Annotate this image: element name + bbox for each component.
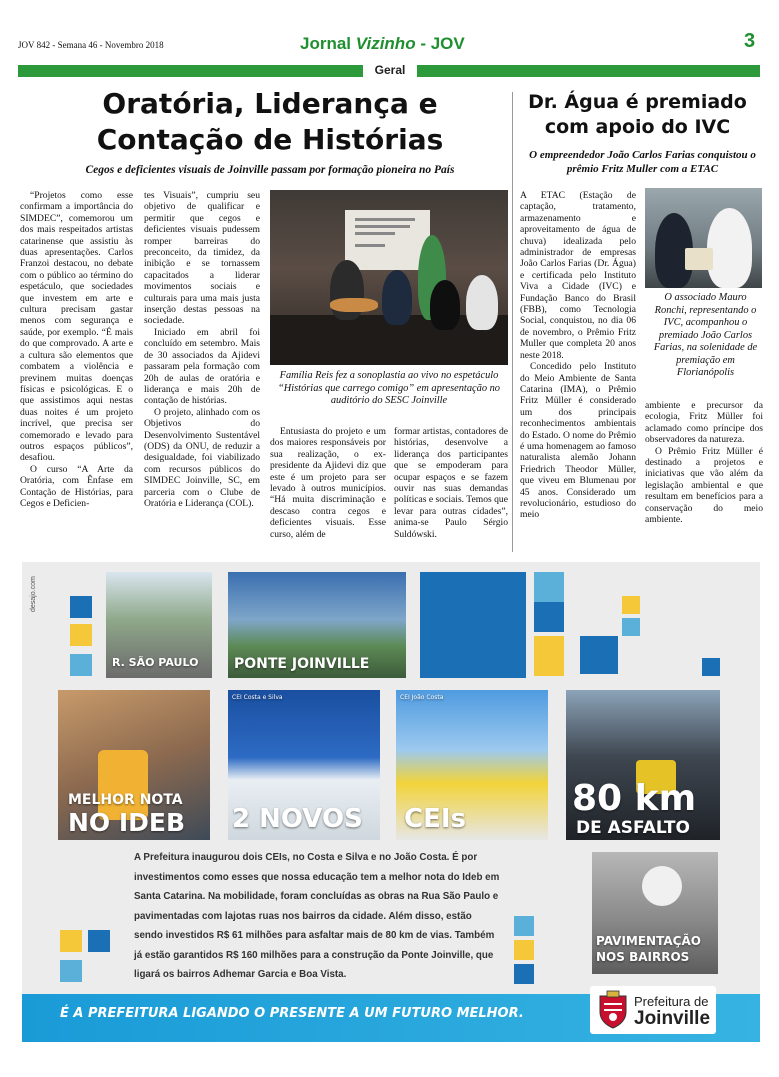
- page-number: 3: [744, 30, 756, 52]
- performer-seated: [430, 280, 460, 330]
- tile-cei-costa: [228, 690, 380, 840]
- decor-square: [60, 960, 82, 982]
- article1-subtitle: Cegos e deficientes visuais de Joinville passam por formação pioneira no País: [85, 164, 455, 176]
- tile-cei-joao: [396, 690, 548, 840]
- cei-costa-label: CEI Costa e Silva: [232, 694, 283, 701]
- section-label: Geral: [363, 62, 417, 79]
- logo-line-2: Joinville: [634, 1008, 711, 1029]
- tile-ceis-label-1: 2 NOVOS: [232, 804, 363, 834]
- article1-title: Oratória, Liderança e Contação de Histórias: [96, 87, 444, 156]
- decor-square: [70, 624, 92, 646]
- tile-ideb-label-1: MELHOR NOTA: [68, 792, 183, 808]
- article2-photo: [645, 188, 762, 288]
- decor-square: [534, 602, 564, 632]
- article1-paragraph: formar artistas, contadores de histórias, desenvolve a liderança dos participantes que se empoderam para ocupar espaços e se fazem ouvir nas suas demandas políticas e sociais. Temos que levar para outras cidades”, anima-se Paulo Sérgio Suldówski.: [394, 426, 508, 540]
- award-certificate: [685, 248, 713, 270]
- article1-paragraph: O curso “A Arte da Oratória, com Ênfase em Contação de Histórias, para Cegos e Deficien-: [20, 463, 133, 509]
- article2-column-2: [645, 400, 763, 552]
- tile-asfalto-label-1: 80 km: [572, 778, 697, 819]
- article2-column-1: [520, 190, 636, 552]
- decor-square: [60, 930, 82, 952]
- article2-photo-caption: O associado Mauro Ronchi, representando o IVC, acompanhou o premiado João Carlos Farias, na solenidade de premiação em Florianópolis: [653, 292, 758, 378]
- article2-paragraph: A ETAC (Estação de captação, tratamento, armazenamento e aproveitamento de água de chuva) idealizada pelo administrador de empresas João Carlos Farias (Dr. Água) e certificada pelo Instituto Viva a Cidade (IVC) e Fundação Banco do Brasil (FBB), como Tecnologia Social, conquistou, no dia 06 de novembro, o Prêmio Fritz Muller que completa 20 anos neste 2018.: [520, 190, 636, 361]
- article2-paragraph: ambiente e precursor da ecologia, Fritz Müller foi aclamado como príncipe dos observadores da natureza.: [645, 400, 763, 446]
- projection-screen: [345, 210, 430, 270]
- tile-pav-label-1: PAVIMENTAÇÃO: [596, 934, 701, 948]
- decor-square: [622, 618, 640, 636]
- tile-ceis-label-2: CEIs: [404, 804, 466, 834]
- article1-paragraph: tes Visuais”, cumpriu seu objetivo de qualificar e permitir que cegos e deficientes visuais pudessem romper barreiras do preconceito, da timidez, da inibição e se tornassem capacitados a liderar movimentos sociais e culturais para uma mais justa inserção destas pessoas na sociedade.: [144, 190, 260, 327]
- decor-square: [514, 916, 534, 936]
- brand-vizinho: Vizinho: [355, 34, 416, 53]
- tile-ideb-label-2: NO IDEB: [68, 808, 186, 837]
- article1-photo: [270, 190, 508, 365]
- article2-subtitle: O empreendedor João Carlos Farias conquistou o prêmio Fritz Muller com a ETAC: [529, 149, 756, 175]
- tile-ideb: [58, 690, 210, 840]
- column-divider: [512, 92, 513, 552]
- tile-ponte-joinville: [228, 572, 406, 678]
- tile-pav-label-2: NOS BAIRROS: [596, 950, 690, 964]
- ad-credit: desajo.com: [30, 576, 37, 612]
- article1-column-4: [394, 426, 508, 552]
- decor-square: [88, 930, 110, 952]
- article1-column-2: [144, 190, 260, 552]
- article2-paragraph: Concedido pelo Instituto do Meio Ambiente de Santa Catarina (IMA), o Prêmio Fritz Müller é considerado um dos principais reconhecimentos ambientais do Estado. O nome do Prêmio é uma homenagem ao famoso naturalista alemão Johann Friedrich Theodor Müller, que viveu em Blumenau por 45 anos. Considerado um revolucionário, estudioso do meio: [520, 361, 636, 521]
- article1-paragraph: “Projetos como esse confirmam a importância do SIMDEC”, comemorou um dos mais respeitados artistas catarinense que assistiu às duas apresentações. Carlos Franzoi destacou, no debate com o público ao término do espetáculo, que sociedades que investem em arte e cultura precisam gastar menos com segurança e saúde, por exemplo. “É mais do que comprovado. A arte e a cultura são elementos que combatem a violência e previnem muitas doenças físicas e psicológicas. E o que assistimos aqui nestas duas noites é um projeto incrível, que precisa ser comemorado e levado para outros espaços públicos”, desafiou.: [20, 190, 133, 464]
- article1-paragraph: Iniciado em abril foi concluído em setembro. Mais de 30 associados da Ajidevi passaram pela formação com 20h de aulas de oratória e liderança e mais 20h de contação de histórias.: [144, 326, 260, 407]
- brand-jornal: Jornal: [300, 34, 352, 53]
- decor-square: [514, 940, 534, 960]
- logo-line-1: Prefeitura de: [634, 994, 709, 1009]
- article2-title: Dr. Água é premiado com apoio do IVC: [528, 91, 747, 138]
- decor-square: [70, 596, 92, 618]
- man-white-coat: [707, 208, 752, 288]
- edition-info: JOV 842 - Semana 46 - Novembro 2018: [18, 40, 164, 50]
- decor-square: [534, 636, 564, 676]
- ad-body-text: A Prefeitura inaugurou dois CEIs, no Costa e Silva e no João Costa. É por investimentos como esses que nossa educação tem a melhor nota do Ideb em Santa Catarina. Na mobilidade, foram concluídas as obras na Rua São Paulo e pavimentadas com lajotas ruas nos bairros da cidade. Além disso, estão sendo investidos R$ 61 milhões para asfaltar mais de 80 km de vias. Também já estão garantidos R$ 160 milhões para a construção da Ponte Joinville, que ligará os bairros Adhemar Garcia e Boa Vista.: [134, 852, 500, 980]
- article1-paragraph: Entusiasta do projeto e um dos maiores responsáveis por sua realização, o ex-presidente da Ajidevi diz que este é um projeto para ser levado à outros municípios. “Há muita discriminação e descaso contra cegos e deficientes visuais. Esse curso, além de: [270, 426, 386, 540]
- tile-sao-paulo: [106, 572, 212, 678]
- decor-square: [420, 572, 526, 678]
- tile-asfalto: [566, 690, 720, 840]
- worker-glove: [642, 866, 682, 906]
- article1-column-3: [270, 426, 386, 552]
- decor-square: [622, 596, 640, 614]
- article1-paragraph: O projeto, alinhado com os Objetivos do Desenvolvimento Sustentável (ODS) da ONU, de reduzir a desigualdade, foi viabilizado com recursos públicos do SIMDEC Joinville, SC, em parceria com o Clube de Oratória e Liderança (COL).: [144, 406, 260, 509]
- article1-photo-caption: Família Reis fez a sonoplastia ao vivo no espetáculo “Histórias que carrego comigo” em apresentação no auditório do SESC Joinville: [277, 370, 501, 406]
- coat-of-arms-icon: [596, 990, 630, 1030]
- tile-pavimentacao: [592, 852, 718, 974]
- guitar: [330, 298, 378, 312]
- brand-jov: - JOV: [420, 34, 465, 53]
- page-header: [0, 0, 779, 77]
- performer-seated: [382, 270, 412, 325]
- prefeitura-advertisement: [22, 562, 760, 1042]
- decor-square: [534, 572, 564, 602]
- decor-square: [514, 964, 534, 984]
- cei-joao-label: CEI João Costa: [400, 694, 444, 701]
- decor-square: [702, 658, 720, 676]
- tile-sao-paulo-label: R. SÃO PAULO: [112, 656, 199, 669]
- tile-asfalto-label-2: DE ASFALTO: [576, 818, 690, 838]
- ad-slogan: É A PREFEITURA LIGANDO O PRESENTE A UM FUTURO MELHOR.: [60, 1006, 524, 1021]
- article2-paragraph: O Prêmio Fritz Müller é destinado a projetos e iniciativas que vão além da legislação ambiental e que resultam em benefícios para a conservação do meio ambiente.: [645, 445, 763, 526]
- tile-ponte-label: PONTE JOINVILLE: [234, 656, 370, 672]
- newspaper-brand: [300, 34, 465, 54]
- decor-square: [580, 636, 618, 674]
- article1-column-1: [20, 190, 133, 552]
- decor-square: [70, 654, 92, 676]
- performer-white-shirt: [466, 275, 498, 330]
